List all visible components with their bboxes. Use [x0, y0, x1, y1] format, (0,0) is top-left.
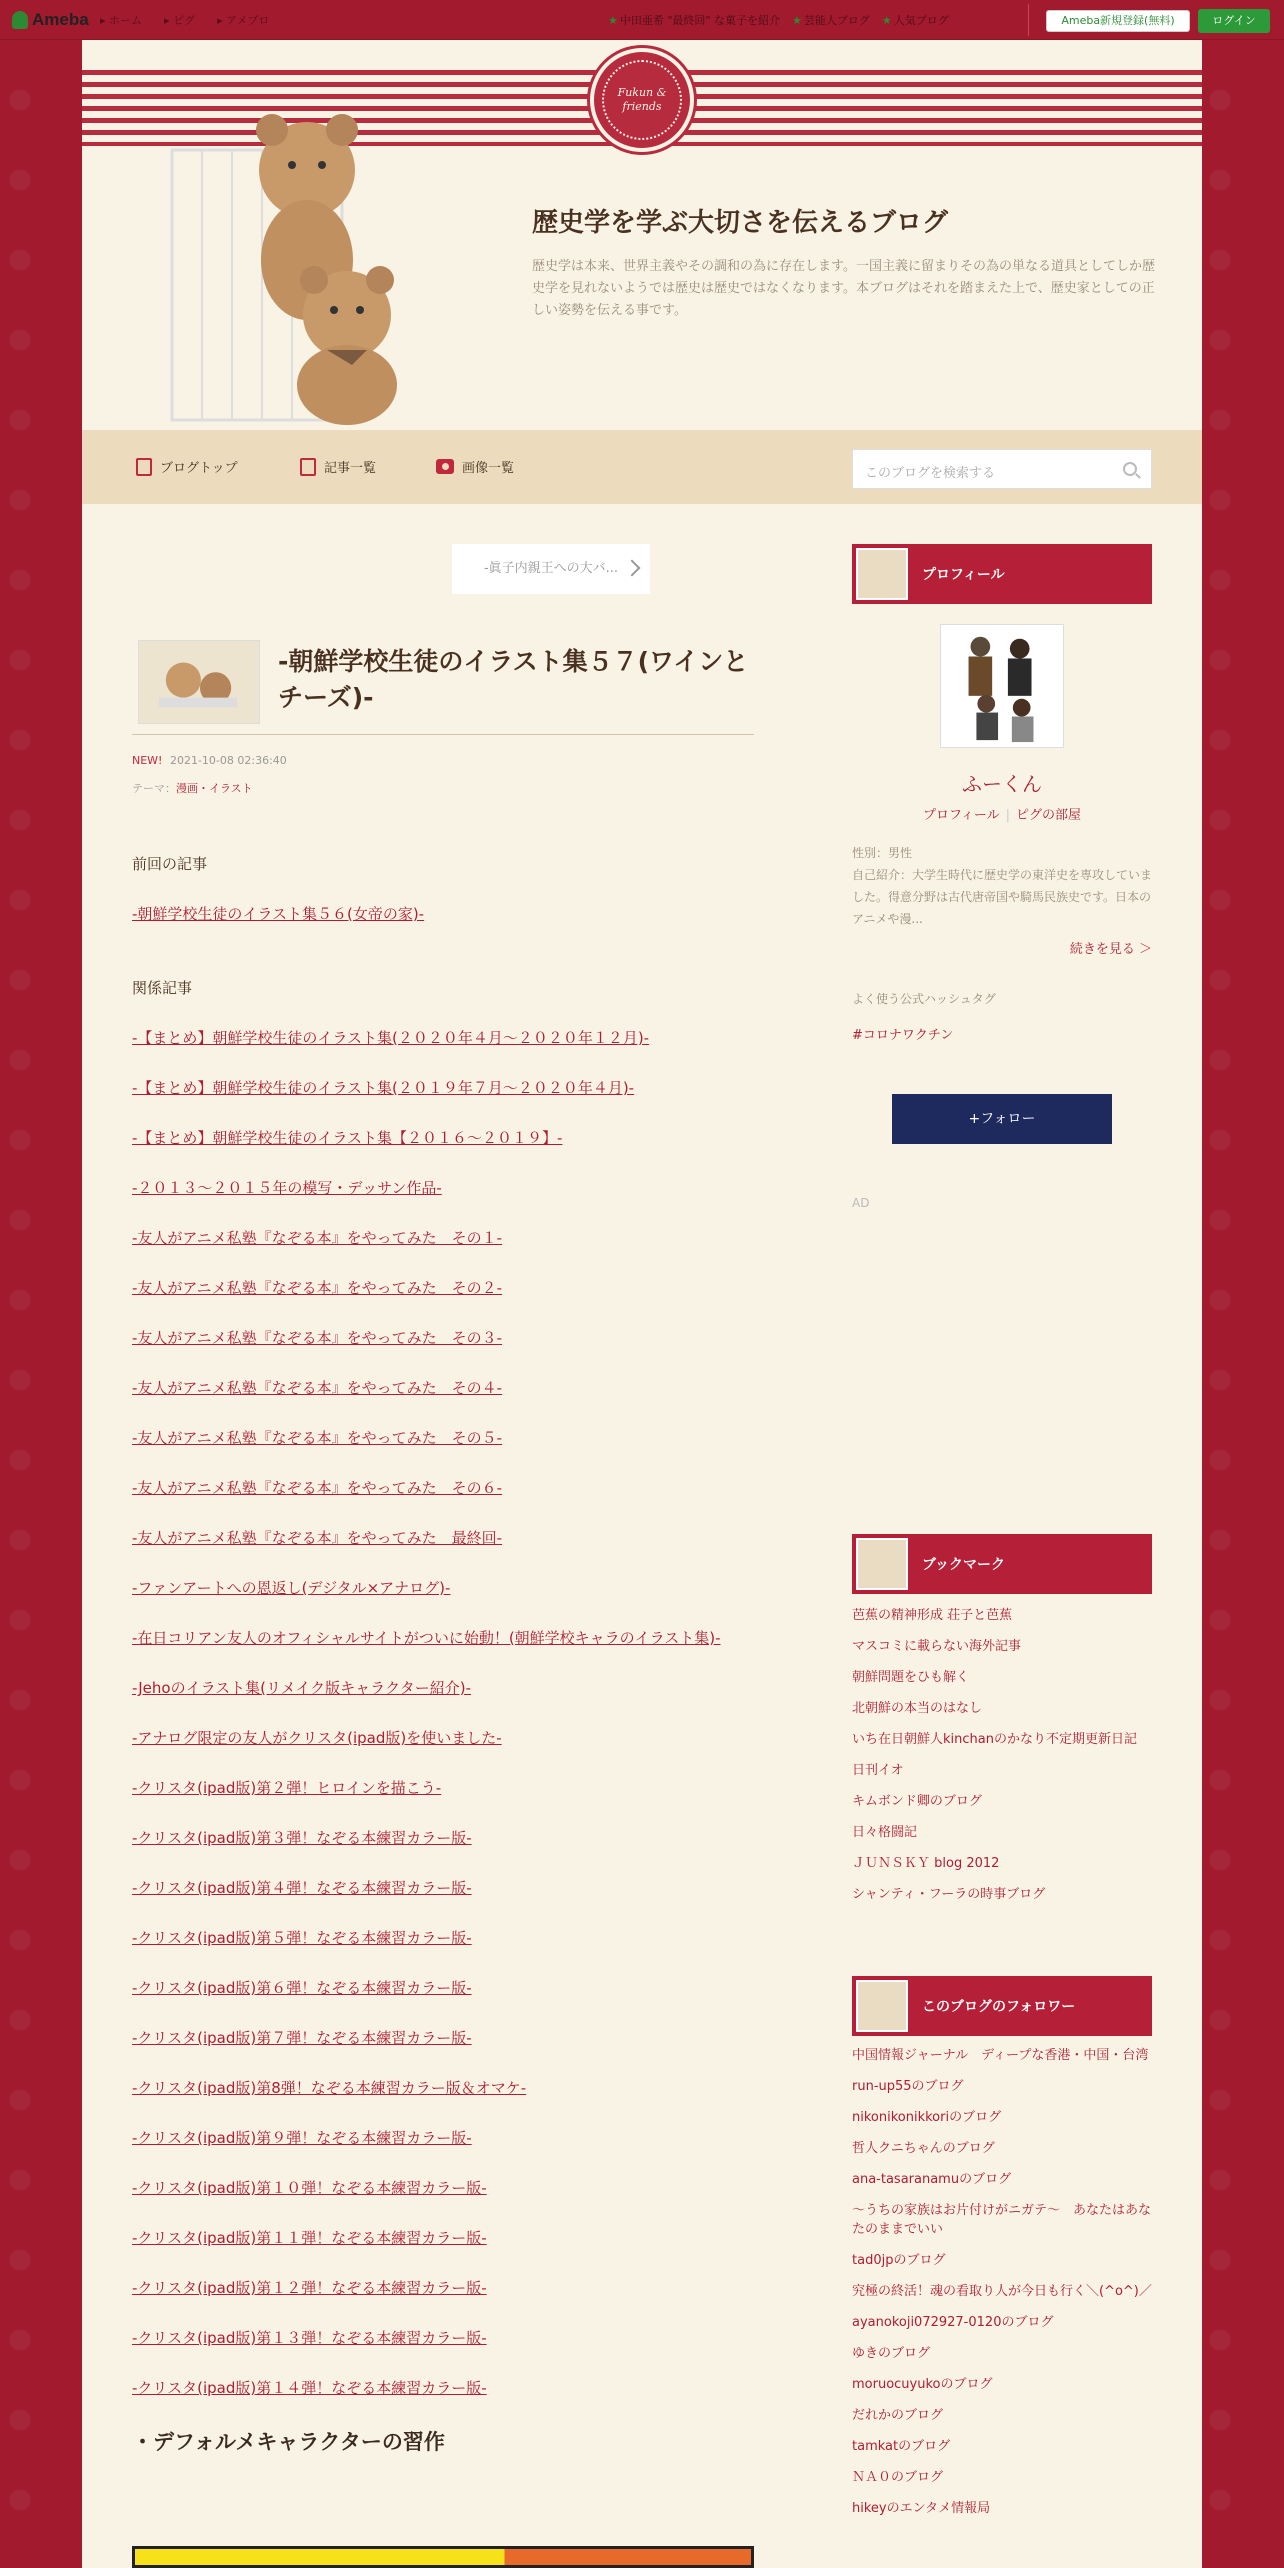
article-date: 2021-10-08 02:36:40 — [169, 754, 287, 767]
bookmark-item[interactable]: 日々格闘記 — [852, 1825, 918, 1840]
theme-link[interactable]: 漫画・イラスト — [176, 782, 253, 795]
promo-link-1[interactable]: ★ 中田亜希 "最終回" な菓子を紹介 — [608, 12, 780, 28]
follower-item[interactable]: moruocuyukoのブログ — [852, 2377, 993, 2392]
related-link[interactable]: -クリスタ(ipad版)第１２弾！なぞる本練習カラー版- — [132, 2279, 487, 2297]
blog-description: 歴史学は本来、世界主義やその調和の為に存在します。一国主義に留まりその為の単なる道具としてしか歴史学を見れないようでは歴史は歴史ではなくなります。本ブログはそれを踏まえた上で、歴史家としての正しい姿勢を伝える事です。 — [532, 259, 1155, 318]
nav-blog-top[interactable]: ブログトップ — [136, 457, 238, 476]
follower-item[interactable]: 究極の終活！魂の看取り人が今日も行く＼(^o^)／ — [852, 2284, 1152, 2299]
bookmark-item[interactable]: シャンティ・フーラの時事ブログ — [852, 1887, 1046, 1902]
top-nav-pigg[interactable]: ▸ ピグ — [164, 12, 195, 28]
followers-header: このブログのフォロワー — [852, 1976, 1152, 2036]
comic-image — [132, 2546, 754, 2568]
bookmark-avatar — [856, 1538, 908, 1590]
profile-intro: 性別：男性 自己紹介：大学生時代に歴史学の東洋史を専攻していました。得意分野は古代唐帝国や騎馬民族史です。日本のアニメや漫... — [852, 846, 1153, 926]
related-link[interactable]: -友人がアニメ私塾『なぞる本』をやってみた その５- — [132, 1429, 503, 1447]
chevron-right-icon — [624, 560, 641, 577]
related-link[interactable]: -クリスタ(ipad版)第２弾！ヒロインを描こう- — [132, 1779, 442, 1797]
hashtag-title: よく使う公式ハッシュタグ — [852, 992, 996, 1006]
promo-link-celebrity[interactable]: ★ 芸能人ブログ — [792, 12, 870, 28]
bookmark-item[interactable]: ＪＵＮＳＫＹ blog 2012 — [852, 1856, 1000, 1871]
follower-item[interactable]: 中国情報ジャーナル ディープな香港・中国・台湾 — [852, 2048, 1149, 2063]
related-link[interactable]: -クリスタ(ipad版)第１４弾！なぞる本練習カラー版- — [132, 2379, 487, 2397]
copy-icon — [300, 458, 316, 476]
follower-item[interactable]: run-up55のブログ — [852, 2079, 964, 2094]
fukun-friends-emblem — [590, 48, 694, 152]
related-link[interactable]: -クリスタ(ipad版)第７弾！なぞる本練習カラー版- — [132, 2029, 472, 2047]
article-body — [132, 852, 758, 2456]
related-link[interactable]: -クリスタ(ipad版)第９弾！なぞる本練習カラー版- — [132, 2129, 472, 2147]
bookmark-item[interactable]: 日刊イオ — [852, 1763, 904, 1778]
bookmark-item[interactable]: マスコミに載らない海外記事 — [852, 1639, 1022, 1654]
related-link[interactable]: -友人がアニメ私塾『なぞる本』をやってみた その６- — [132, 1479, 503, 1497]
emblem-label: Fukun & friends — [602, 60, 682, 140]
related-link[interactable]: -【まとめ】朝鮮学校生徒のイラスト集【２０１６～２０１９】- — [132, 1129, 563, 1147]
follower-item[interactable]: ～うちの家族はお片付けがニガテ～ あなたはあなたのままでいい — [852, 2203, 1152, 2237]
ameba-logo-icon — [12, 11, 28, 29]
follower-item[interactable]: ayanokoji072927-0120のブログ — [852, 2315, 1054, 2330]
related-link[interactable]: -在日コリアン友人のオフィシャルサイトがついに始動！(朝鮮学校キャラのイラスト集)- — [132, 1629, 721, 1647]
section-heading: ・デフォルメキャラクターの習作 — [132, 2430, 445, 2454]
blog-page — [82, 40, 1202, 2568]
related-link[interactable]: -Jehoのイラスト集(リメイク版キャラクター紹介)- — [132, 1679, 472, 1697]
profile-name[interactable]: ふーくん — [962, 772, 1042, 796]
search-icon[interactable] — [1123, 462, 1137, 476]
bookmark-list — [852, 1606, 1152, 1916]
title-divider — [132, 734, 754, 735]
profile-photo[interactable] — [940, 624, 1064, 748]
related-link[interactable]: -アナログ限定の友人がクリスタ(ipad版)を使いました- — [132, 1729, 502, 1747]
document-icon — [136, 458, 152, 476]
related-link[interactable]: -友人がアニメ私塾『なぞる本』をやってみた その４- — [132, 1379, 503, 1397]
bookmark-item[interactable]: いち在日朝鮮人kinchanのかなり不定期更新日記 — [852, 1732, 1137, 1747]
follower-item[interactable]: 哲人クニちゃんのブログ — [852, 2141, 995, 2156]
blog-title[interactable]: 歴史学を学ぶ大切さを伝えるブログ — [532, 208, 949, 238]
pigg-room-link[interactable]: ピグの部屋 — [1016, 808, 1082, 823]
related-link[interactable]: -クリスタ(ipad版)第５弾！なぞる本練習カラー版- — [132, 1929, 472, 1947]
related-link[interactable]: -ファンアートへの恩返し(デジタル×アナログ)- — [132, 1579, 451, 1597]
ameba-logo[interactable]: Ameba — [12, 10, 89, 30]
related-link[interactable]: -【まとめ】朝鮮学校生徒のイラスト集(２０２０年４月～２０２０年１２月)- — [132, 1029, 650, 1047]
promo-link-popular[interactable]: ★ 人気ブログ — [882, 12, 949, 28]
related-link[interactable]: -クリスタ(ipad版)第４弾！なぞる本練習カラー版- — [132, 1879, 472, 1897]
hashtag-link[interactable]: #コロナワクチン — [852, 1028, 954, 1043]
follow-button[interactable]: +フォロー — [892, 1094, 1112, 1144]
register-button[interactable]: Ameba新規登録(無料) — [1046, 10, 1190, 32]
profile-avatar — [856, 548, 908, 600]
top-promo — [608, 12, 949, 28]
blog-header — [82, 40, 1202, 430]
divider — [1028, 4, 1029, 36]
follower-item[interactable]: ゆきのブログ — [852, 2346, 931, 2361]
camera-icon — [436, 459, 454, 474]
related-link[interactable]: -友人がアニメ私塾『なぞる本』をやってみた その３- — [132, 1329, 503, 1347]
follower-item[interactable]: tamkatのブログ — [852, 2439, 951, 2454]
related-link[interactable]: -クリスタ(ipad版)第１３弾！なぞる本練習カラー版- — [132, 2329, 487, 2347]
top-nav-ameblo[interactable]: ▸ アメブロ — [217, 12, 269, 28]
top-nav-home[interactable]: ▸ ホーム — [100, 12, 142, 28]
bookmark-header: ブックマーク — [852, 1534, 1152, 1594]
previous-article-button[interactable]: -眞子内親王への大バ... — [452, 544, 650, 594]
top-nav — [100, 12, 269, 28]
profile-links: プロフィール | ピグの部屋 — [922, 808, 1082, 823]
related-link[interactable]: -友人がアニメ私塾『なぞる本』をやってみた その２- — [132, 1279, 503, 1297]
follower-item[interactable]: ana-tasaranamuのブログ — [852, 2172, 1012, 2187]
ad-label: AD — [852, 1196, 870, 1210]
related-link[interactable]: -クリスタ(ipad版)第３弾！なぞる本練習カラー版- — [132, 1829, 472, 1847]
follower-item[interactable]: だれかのブログ — [852, 2408, 944, 2423]
article-meta — [132, 754, 287, 767]
nav-image-list[interactable]: 画像一覧 — [436, 457, 514, 476]
bookmark-item[interactable]: 朝鮮問題をひも解く — [852, 1670, 970, 1685]
related-link[interactable]: -友人がアニメ私塾『なぞる本』をやってみた 最終回- — [132, 1529, 503, 1547]
related-link[interactable]: -クリスタ(ipad版)第8弾！なぞる本練習カラー版＆オマケ- — [132, 2079, 527, 2097]
article-theme: テーマ：漫画・イラスト — [132, 782, 253, 795]
followers-avatar — [856, 1980, 908, 2032]
follower-item[interactable]: hikeyのエンタメ情報局 — [852, 2501, 991, 2516]
article-thumbnail — [138, 640, 260, 724]
ameba-header — [0, 0, 1284, 40]
read-more-link[interactable]: 続きを見る ＞ — [1069, 942, 1152, 957]
follower-item[interactable]: tad0jpのブログ — [852, 2253, 946, 2268]
profile-header: プロフィール — [852, 544, 1152, 604]
follower-item[interactable]: nikonikonikkoriのブログ — [852, 2110, 1002, 2125]
bookmark-item[interactable]: キムボンド卿のブログ — [852, 1794, 982, 1809]
teddy-bear-illustration — [162, 110, 462, 430]
related-link[interactable]: -２０１３～２０１５年の模写・デッサン作品- — [132, 1179, 442, 1197]
profile-link[interactable]: プロフィール — [922, 808, 1000, 823]
nav-article-list[interactable]: 記事一覧 — [300, 457, 376, 476]
bookmark-item[interactable]: 北朝鮮の本当のはなし — [852, 1701, 983, 1716]
related-link[interactable]: -クリスタ(ipad版)第１０弾！なぞる本練習カラー版- — [132, 2179, 487, 2197]
new-badge: NEW! — [132, 754, 163, 767]
related-link[interactable]: -友人がアニメ私塾『なぞる本』をやってみた その１- — [132, 1229, 503, 1247]
followers-list — [852, 2046, 1152, 2530]
prev-article-heading: 前回の記事 — [132, 855, 208, 873]
prev-article-link[interactable]: -朝鮮学校生徒のイラスト集５６(女帝の家)- — [132, 905, 425, 923]
login-button[interactable]: ログイン — [1198, 9, 1270, 33]
blog-search-input[interactable]: このブログを検索する — [852, 449, 1152, 489]
related-heading: 関係記事 — [132, 979, 193, 997]
related-link[interactable]: -【まとめ】朝鮮学校生徒のイラスト集(２０１９年７月～２０２０年４月)- — [132, 1079, 635, 1097]
related-link[interactable]: -クリスタ(ipad版)第６弾！なぞる本練習カラー版- — [132, 1979, 472, 1997]
bookmark-item[interactable]: 芭蕉の精神形成 荘子と芭蕉 — [852, 1608, 1013, 1623]
article-title[interactable]: -朝鮮学校生徒のイラスト集５７(ワインとチーズ)- — [278, 647, 749, 712]
follower-item[interactable]: ＮＡ０のブログ — [852, 2470, 944, 2485]
related-link[interactable]: -クリスタ(ipad版)第１１弾！なぞる本練習カラー版- — [132, 2229, 487, 2247]
